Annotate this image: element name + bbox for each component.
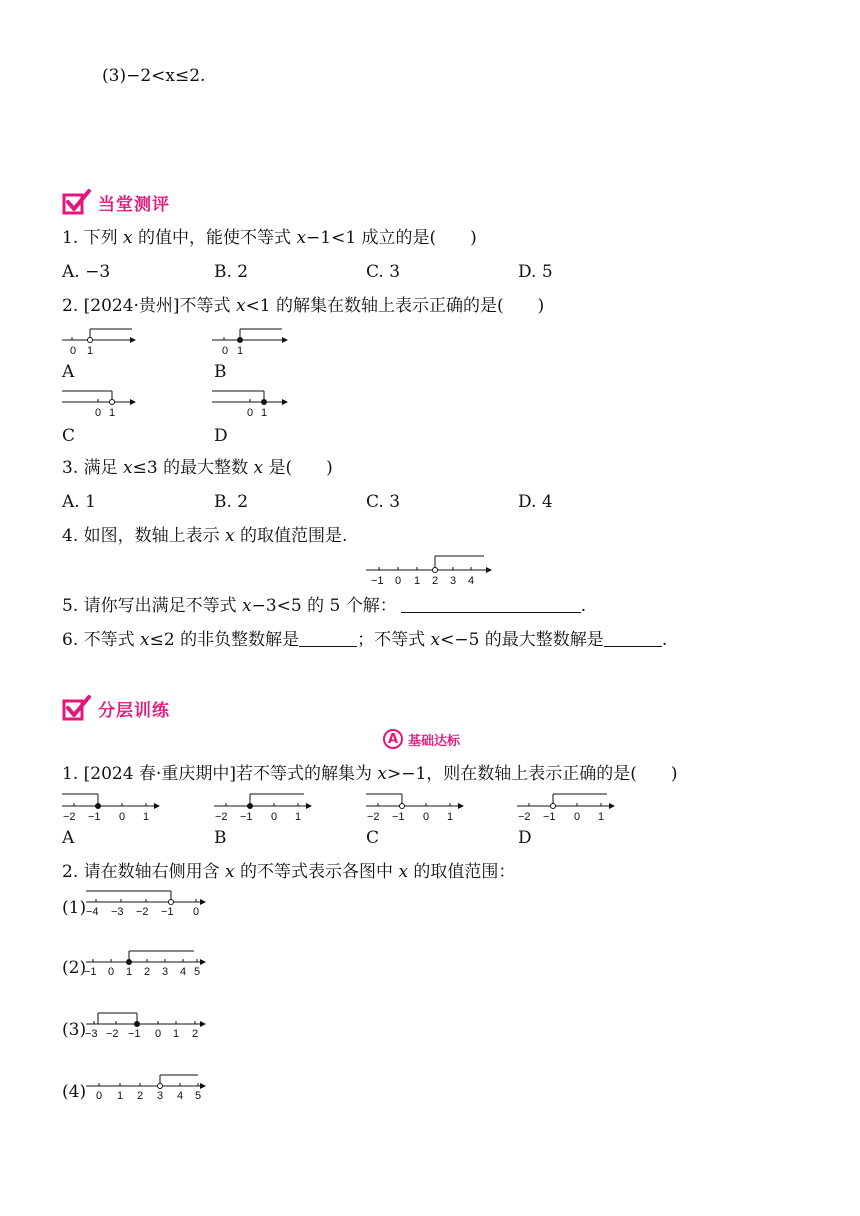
q2-label-b: B [214,362,227,382]
tick-label: 2 [144,966,151,978]
tick-label: −1 [161,906,174,918]
tick-label: 1 [295,811,302,823]
section-header-test [62,188,170,216]
tick-label: 1 [598,811,605,823]
q3-option-d: D. 4 [518,492,553,512]
q1-option-b: B. 2 [214,262,249,282]
tick-label: 0 [155,1028,162,1040]
q4-number-line [364,552,496,586]
tick-label: 1 [143,811,150,823]
tick-label: 1 [109,407,116,419]
q3-option-c: C. 3 [366,492,401,512]
tick-label: −2 [215,811,228,823]
tick-label: 4 [180,966,187,978]
tick-label: 4 [177,1090,184,1102]
p2-item-3-label: (3) [62,1020,87,1040]
tick-label: 0 [271,811,278,823]
tick-label: −1 [371,575,384,587]
q2-number-line-a [60,324,140,356]
p2-number-line-2 [84,946,212,978]
tick-label: 0 [96,1090,103,1102]
tick-label: 2 [192,1028,199,1040]
q5-answer-blank[interactable] [401,598,581,613]
tick-label: 1 [237,345,244,357]
q6-answer-blank-2[interactable] [604,632,662,647]
p2-number-line-4 [84,1070,212,1102]
q6-answer-blank-1[interactable] [299,632,357,647]
q4-stem: 4. 如图，数轴上表示 x 的取值范围是. [62,526,348,546]
q2-number-line-c [60,386,140,418]
item-3-line: (3)−2<x≤2. [102,66,206,86]
q6-stem: 6. 不等式 x≤2 的非负整数解是 ；不等式 x<−5 的最大整数解是 . [62,630,668,650]
tick-label: −2 [367,811,380,823]
tick-label: 0 [193,906,200,918]
tick-label: 0 [95,407,102,419]
tick-label: 0 [423,811,430,823]
q1-option-d: D. 5 [518,262,553,282]
p1-label-c: C [366,828,380,848]
p2-number-line-1 [84,886,212,918]
tick-label: 3 [162,966,169,978]
tick-label: 0 [70,345,77,357]
tick-label: −3 [111,906,124,918]
tick-label: 2 [432,575,439,587]
tick-label: 1 [87,345,94,357]
tick-label: −2 [63,811,76,823]
q3-stem: 3. 满足 x≤3 的最大整数 x 是( ) [62,458,333,478]
p2-item-4-label: (4) [62,1082,87,1102]
tick-label: −1 [240,811,253,823]
tick-label: −2 [106,1028,119,1040]
p1-stem: 1. [2024 春·重庆期中]若不等式的解集为 x>−1，则在数轴上表示正确的是( ) [62,764,678,784]
level-title: 基础达标 [408,733,461,749]
level-heading [383,729,460,749]
p1-number-line-c [364,788,468,822]
p2-number-line-3 [84,1008,212,1040]
tick-label: −1 [543,811,556,823]
q2-stem: 2. [2024·贵州]不等式 x<1 的解集在数轴上表示正确的是( ) [62,296,545,316]
tick-label: 4 [468,575,475,587]
tick-label: 2 [137,1090,144,1102]
p2-item-1-label: (1) [62,898,87,918]
tick-label: 1 [447,811,454,823]
tick-label: −3 [85,1028,98,1040]
tick-label: 5 [195,1090,202,1102]
level-badge-icon: A [383,729,403,749]
p1-label-d: D [518,828,532,848]
p1-label-b: B [214,828,227,848]
tick-label: 1 [126,966,133,978]
p1-label-a: A [62,828,75,848]
tick-label: −2 [136,906,149,918]
q2-label-d: D [214,426,228,446]
tick-label: −2 [518,811,531,823]
tick-label: 0 [108,966,115,978]
tick-label: −4 [86,906,99,918]
tick-label: 3 [450,575,457,587]
section-header-practice [62,694,170,722]
q2-label-c: C [62,426,76,446]
p1-number-line-a [60,788,164,822]
section-title: 当堂测评 [98,194,170,215]
tick-label: 1 [117,1090,124,1102]
section-title: 分层训练 [98,700,170,721]
tick-label: 0 [247,407,254,419]
tick-label: 5 [194,966,201,978]
q2-number-line-b [210,324,290,356]
checkbox-check-icon [62,695,92,721]
q1-stem: 1. 下列 x 的值中，能使不等式 x−1<1 成立的是( ) [62,228,477,248]
tick-label: 3 [157,1090,164,1102]
p2-item-2-label: (2) [62,958,87,978]
q5-stem: 5. 请你写出满足不等式 x−3<5 的 5 个解： . [62,596,587,616]
tick-label: 1 [173,1028,180,1040]
q1-option-c: C. 3 [366,262,401,282]
p1-number-line-d [515,788,619,822]
tick-label: 0 [395,575,402,587]
q3-option-a: A. 1 [62,492,96,512]
p2-stem: 2. 请在数轴右侧用含 x 的不等式表示各图中 x 的取值范围： [62,862,516,882]
tick-label: 0 [119,811,126,823]
tick-label: 0 [574,811,581,823]
tick-label: −1 [88,811,101,823]
tick-label: −1 [392,811,405,823]
tick-label: 1 [261,407,268,419]
tick-label: −1 [128,1028,141,1040]
q3-option-b: B. 2 [214,492,249,512]
tick-label: −1 [84,966,97,978]
tick-label: 1 [414,575,421,587]
tick-label: 0 [222,345,229,357]
q1-option-a: A. −3 [62,262,111,282]
checkbox-check-icon [62,189,92,215]
p1-number-line-b [212,788,316,822]
q2-label-a: A [62,362,75,382]
q2-number-line-d [210,386,290,418]
